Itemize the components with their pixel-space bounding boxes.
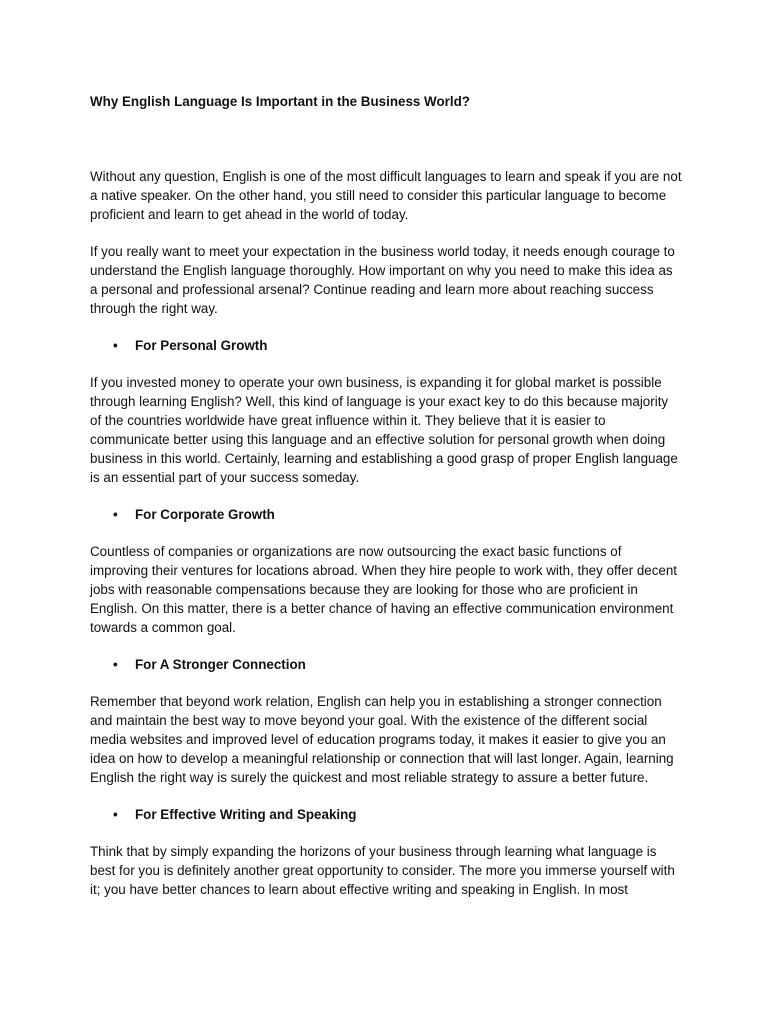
title-spacer — [90, 111, 682, 167]
section-heading-text: For Corporate Growth — [135, 507, 275, 522]
bullet-icon: • — [113, 338, 118, 353]
section-heading-corporate-growth — [90, 505, 682, 524]
section-body-stronger-connection: Remember that beyond work relation, English can help you in establishing a stronger connection and maintain the best way to move beyond your goal. With the existence of the different social media websites and improved level of education programs today, it makes it easier to give you an idea on how to develop a meaningful relationship or connection that will last longer. Again, learning English the right way is surely the quickest and most reliable strategy to assure a better future. — [90, 694, 674, 785]
document-body — [90, 92, 682, 899]
bullet-icon: • — [113, 657, 118, 672]
intro-paragraph-1: Without any question, English is one of the most difficult languages to learn and speak if you are not a native speaker. On the other hand, you still need to consider this particular language to become proficient and learn to get ahead in the world of today. — [90, 169, 682, 222]
section-heading-writing-speaking — [90, 805, 682, 824]
section-heading-text: For Personal Growth — [135, 338, 268, 353]
section-heading-text: For Effective Writing and Speaking — [135, 807, 357, 822]
section-heading-text: For A Stronger Connection — [135, 657, 306, 672]
section-body-writing-speaking: Think that by simply expanding the horizons of your business through learning what language is best for you is definitely another great opportunity to consider. The more you immerse yourself with it; you have better chances to learn about effective writing and speaking in English. In most — [90, 844, 675, 897]
bullet-icon: • — [113, 807, 118, 822]
section-body-personal-growth: If you invested money to operate your own business, is expanding it for global market is possible through learning English? Well, this kind of language is your exact key to do this because majority of the countries worldwide have great influence within it. They believe that it is easier to communicate better using this language and an effective solution for personal growth when doing business in this world. Certainly, learning and establishing a good grasp of proper English language is an essential part of your success someday. — [90, 375, 678, 485]
section-heading-personal-growth — [90, 336, 682, 355]
section-body-corporate-growth: Countless of companies or organizations are now outsourcing the exact basic functions of improving their ventures for locations abroad. When they hire people to work with, they offer decent jobs with reasonable compensations because they are looking for those who are proficient in English. On this matter, there is a better chance of having an effective communication environment towards a common goal. — [90, 544, 678, 635]
section-heading-stronger-connection — [90, 655, 682, 674]
intro-paragraph-2: If you really want to meet your expectation in the business world today, it needs enough courage to understand the English language thoroughly. How important on why you need to make this idea as a personal and professional arsenal? Continue reading and learn more about reaching success through the right way. — [90, 244, 675, 316]
bullet-icon: • — [113, 507, 118, 522]
document-title: Why English Language Is Important in the Business World? — [90, 94, 470, 109]
